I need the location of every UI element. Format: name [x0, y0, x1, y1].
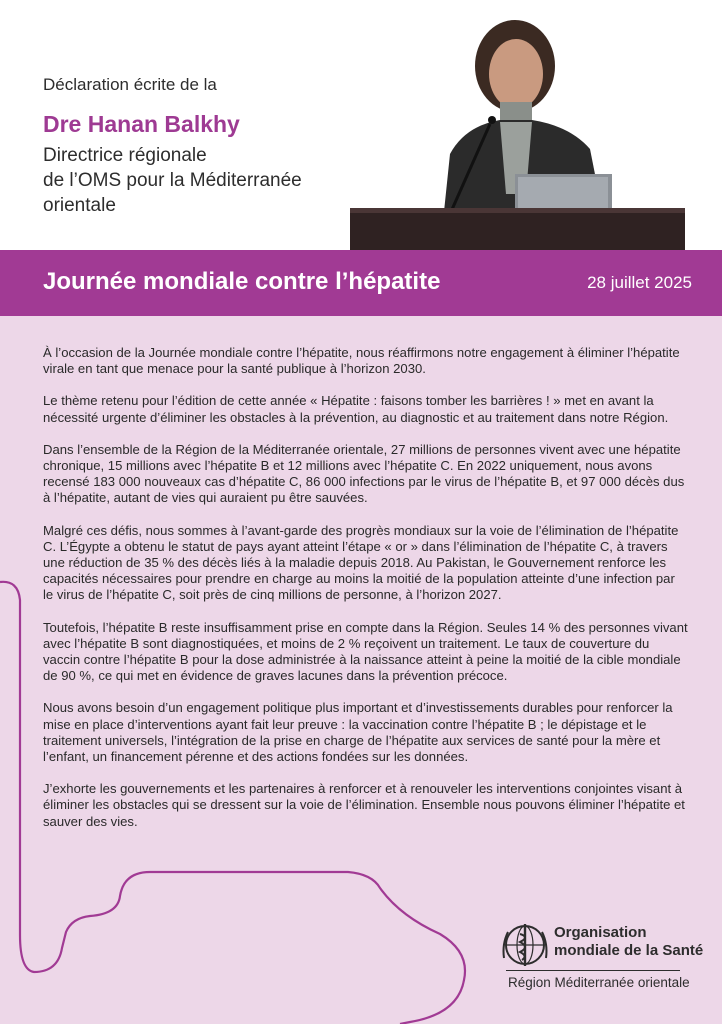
speaker-photo	[350, 14, 685, 250]
paragraph: Dans l’ensemble de la Région de la Méditerranée orientale, 27 millions de personnes vivent avec une hépatite chronique, 15 millions avec l’hépatite B et 12 millions avec l’hépatite C. En 2022 uniquement, nous avons recensé 183 000 nouveaux cas d’hépatite C, 86 000 infections par le virus de l’hépatite B, et 97 000 décès dus à l’hépatite, autant de vies qui auraient pu être sauvées.	[43, 441, 685, 506]
paragraph: Le thème retenu pour l’édition de cette année « Hépatite : faisons tomber les barrières ! » met en avant la nécessité urgente d’éliminer les obstacles à la prévention, au diagnostic et au traitement dans notre Région.	[43, 393, 669, 425]
statement-intro: Déclaration écrite de la	[43, 75, 217, 94]
speaker-role-line: orientale	[43, 195, 116, 216]
paragraph: Malgré ces défis, nous sommes à l’avant-garde des progrès mondiaux sur la voie de l’élimination de l’hépatite C. L’Égypte a obtenu le statut de pays ayant atteint l’étape « or » dans l’élimination de l’hépatite C, à travers une réduction de 35 % des décès liés à la maladie depuis 2018. Au Pakistan, le Gouvernement renforce les capacités nécessaires pour prendre en charge au moins la moitié de la population atteinte d’une infection par le virus de l’hépatite C, soit près de cinq millions de personne, à l’horizon 2027.	[43, 522, 679, 603]
logo-org-name-line1: Organisation	[554, 924, 647, 941]
who-logo	[500, 918, 704, 998]
statement-body	[43, 345, 688, 846]
banner-date: 28 juillet 2025	[587, 273, 692, 292]
logo-divider	[506, 970, 680, 971]
speaker-name: Dre Hanan Balkhy	[43, 111, 240, 137]
paragraph: À l’occasion de la Journée mondiale contre l’hépatite, nous réaffirmons notre engagement à éliminer l’hépatite virale en tant que menace pour la santé publique à l’horizon 2030.	[43, 345, 680, 377]
banner-title: Journée mondiale contre l’hépatite	[43, 268, 441, 295]
paragraph: Nous avons besoin d’un engagement politique plus important et d’investissements durables pour renforcer la mise en place d’interventions ayant fait leur preuve : la vaccination contre l’hépatite B ; le dépistage et le traitement universels, l’intégration de la prise en charge de l’hépatite aux services de santé pour la mère et l’enfant, un financement pérenne et des actions fondées sur les données.	[43, 700, 673, 765]
who-emblem-icon	[500, 920, 550, 970]
paragraph: Toutefois, l’hépatite B reste insuffisamment prise en compte dans la Région. Seules 14 % des personnes vivant avec l’hépatite B sont diagnostiquées, et moins de 2 % reçoivent un traitement. Le taux de couverture du vaccin contre l’hépatite B pour la dose administrée à la naissance atteint à peine la moitié de la cible mondiale de 90 %, ce qui met en évidence de graves lacunes dans la prévention précoce.	[43, 619, 688, 684]
paragraph: J’exhorte les gouvernements et les partenaires à renforcer et à renouveler les interventions conjointes visant à éliminer les obstacles qui se dressent sur la voie de l’élimination. Ensemble nous pouvons éliminer l’hépatite et sauver des vies.	[43, 781, 685, 829]
speaker-role-line: Directrice régionale	[43, 145, 207, 166]
speaker-role	[43, 143, 373, 218]
speaker-role-line: de l’OMS pour la Méditerranée	[43, 170, 302, 191]
logo-region: Région Méditerranée orientale	[508, 975, 690, 990]
logo-org-name-line2: mondiale de la Santé	[554, 942, 704, 959]
